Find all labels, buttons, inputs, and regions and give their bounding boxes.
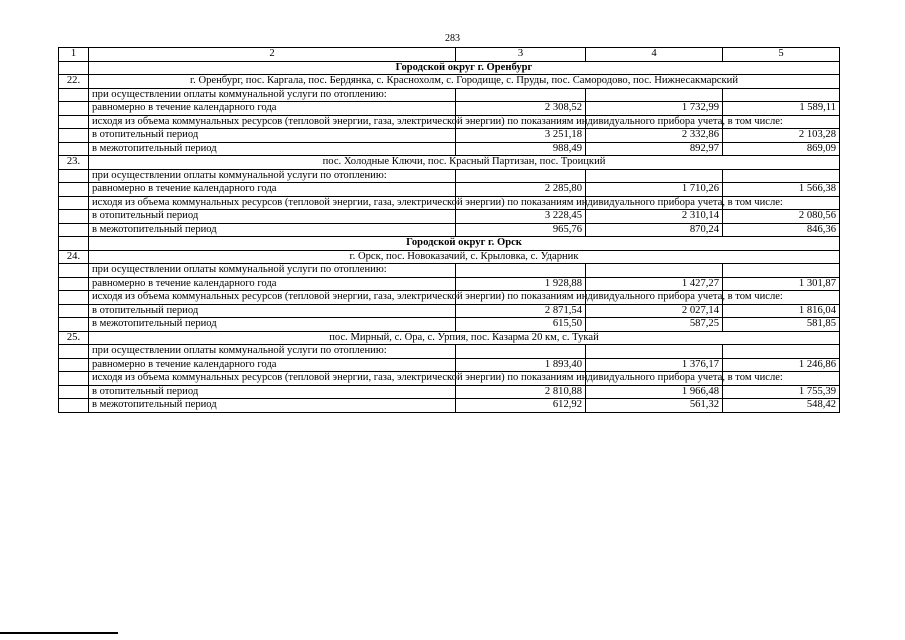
place-row bbox=[59, 250, 840, 264]
empty-cell bbox=[586, 169, 723, 183]
empty-cell bbox=[723, 169, 840, 183]
off-season-value: 870,24 bbox=[586, 223, 723, 237]
off-season-value: 581,85 bbox=[723, 318, 840, 332]
section-row bbox=[59, 237, 840, 251]
off-season-value: 988,49 bbox=[456, 142, 586, 156]
empty-cell bbox=[59, 277, 89, 291]
heating-value: 1 966,48 bbox=[586, 385, 723, 399]
heating-label: в отопительный период bbox=[89, 210, 456, 224]
off-season-value: 587,25 bbox=[586, 318, 723, 332]
uniform-label: равномерно в течение календарного года bbox=[89, 102, 456, 116]
uniform-label: равномерно в течение календарного года bbox=[89, 183, 456, 197]
uniform-value: 1 376,17 bbox=[586, 358, 723, 372]
heating-label: в отопительный период bbox=[89, 304, 456, 318]
heating-value: 1 755,39 bbox=[723, 385, 840, 399]
heating-label: в отопительный период bbox=[89, 129, 456, 143]
empty-cell bbox=[59, 142, 89, 156]
heating-value: 3 251,18 bbox=[456, 129, 586, 143]
off-season-label: в межотопительный период bbox=[89, 142, 456, 156]
off-season-row bbox=[59, 318, 840, 332]
meter-row bbox=[59, 372, 840, 386]
empty-cell bbox=[723, 264, 840, 278]
uniform-value: 1 732,99 bbox=[586, 102, 723, 116]
heating-row bbox=[59, 129, 840, 143]
page-number: 283 bbox=[445, 33, 460, 44]
item-number: 23. bbox=[59, 156, 89, 170]
intro-label: при осуществлении оплаты коммунальной услуги по отоплению: bbox=[89, 345, 456, 359]
heating-value: 2 810,88 bbox=[456, 385, 586, 399]
uniform-value: 1 427,27 bbox=[586, 277, 723, 291]
empty-cell bbox=[59, 196, 89, 210]
empty-cell bbox=[59, 372, 89, 386]
empty-cell bbox=[456, 345, 586, 359]
empty-cell bbox=[59, 102, 89, 116]
heating-value: 1 816,04 bbox=[723, 304, 840, 318]
off-season-value: 965,76 bbox=[456, 223, 586, 237]
item-number: 25. bbox=[59, 331, 89, 345]
empty-cell bbox=[59, 385, 89, 399]
off-season-value: 561,32 bbox=[586, 399, 723, 413]
uniform-row bbox=[59, 358, 840, 372]
place-row bbox=[59, 75, 840, 89]
empty-cell bbox=[586, 88, 723, 102]
empty-cell bbox=[59, 358, 89, 372]
section-num-cell bbox=[59, 237, 89, 251]
empty-cell bbox=[456, 264, 586, 278]
table-body bbox=[59, 48, 840, 413]
empty-cell bbox=[59, 210, 89, 224]
section-title: Городской округ г. Орск bbox=[89, 237, 840, 251]
intro-label: при осуществлении оплаты коммунальной услуги по отоплению: bbox=[89, 88, 456, 102]
tariff-table bbox=[58, 47, 840, 413]
uniform-value: 1 246,86 bbox=[723, 358, 840, 372]
uniform-row bbox=[59, 277, 840, 291]
uniform-label: равномерно в течение календарного года bbox=[89, 277, 456, 291]
off-season-value: 892,97 bbox=[586, 142, 723, 156]
empty-cell bbox=[59, 115, 89, 129]
item-number: 24. bbox=[59, 250, 89, 264]
column-header-row bbox=[59, 48, 840, 62]
meter-label: исходя из объема коммунальных ресурсов (тепловой энергии, газа, электрической энергии) по показаниям индивидуального прибора учета, в том числе: bbox=[89, 372, 456, 386]
empty-cell bbox=[59, 318, 89, 332]
empty-cell bbox=[59, 304, 89, 318]
empty-cell bbox=[586, 345, 723, 359]
off-season-label: в межотопительный период bbox=[89, 399, 456, 413]
heating-value: 2 027,14 bbox=[586, 304, 723, 318]
heating-value: 2 332,86 bbox=[586, 129, 723, 143]
intro-row bbox=[59, 264, 840, 278]
empty-cell bbox=[59, 264, 89, 278]
uniform-value: 2 285,80 bbox=[456, 183, 586, 197]
uniform-row bbox=[59, 102, 840, 116]
bottom-divider bbox=[0, 632, 118, 634]
heating-value: 2 310,14 bbox=[586, 210, 723, 224]
heating-value: 2 080,56 bbox=[723, 210, 840, 224]
off-season-row bbox=[59, 399, 840, 413]
column-header-2: 2 bbox=[89, 48, 456, 62]
column-header-3: 3 bbox=[456, 48, 586, 62]
uniform-value: 1 710,26 bbox=[586, 183, 723, 197]
heating-row bbox=[59, 304, 840, 318]
place-list: г. Орск, пос. Новоказачий, с. Крыловка, с. Ударник bbox=[89, 250, 840, 264]
place-list: пос. Холодные Ключи, пос. Красный Партизан, пос. Троицкий bbox=[89, 156, 840, 170]
off-season-label: в межотопительный период bbox=[89, 223, 456, 237]
off-season-value: 612,92 bbox=[456, 399, 586, 413]
empty-cell bbox=[59, 223, 89, 237]
heating-value: 2 103,28 bbox=[723, 129, 840, 143]
empty-cell bbox=[456, 169, 586, 183]
heating-row bbox=[59, 385, 840, 399]
uniform-value: 1 589,11 bbox=[723, 102, 840, 116]
empty-cell bbox=[456, 88, 586, 102]
empty-cell bbox=[723, 88, 840, 102]
empty-cell bbox=[586, 264, 723, 278]
meter-row bbox=[59, 115, 840, 129]
uniform-row bbox=[59, 183, 840, 197]
meter-label: исходя из объема коммунальных ресурсов (тепловой энергии, газа, электрической энергии) по показаниям индивидуального прибора учета, в том числе: bbox=[89, 115, 456, 129]
uniform-value: 1 301,87 bbox=[723, 277, 840, 291]
meter-row bbox=[59, 291, 840, 305]
empty-cell bbox=[59, 88, 89, 102]
intro-row bbox=[59, 169, 840, 183]
column-header-1: 1 bbox=[59, 48, 89, 62]
place-list: г. Оренбург, пос. Каргала, пос. Бердянка, с. Краснохолм, с. Городище, с. Пруды, пос. Самородово, пос. Нижнесакмарский bbox=[89, 75, 840, 89]
empty-cell bbox=[59, 291, 89, 305]
heating-row bbox=[59, 210, 840, 224]
section-num-cell bbox=[59, 61, 89, 75]
empty-cell bbox=[59, 129, 89, 143]
section-row bbox=[59, 61, 840, 75]
off-season-value: 846,36 bbox=[723, 223, 840, 237]
off-season-value: 869,09 bbox=[723, 142, 840, 156]
off-season-value: 615,50 bbox=[456, 318, 586, 332]
place-list: пос. Мирный, с. Ора, с. Урпия, пос. Казарма 20 км, с. Тукай bbox=[89, 331, 840, 345]
heating-value: 3 228,45 bbox=[456, 210, 586, 224]
empty-cell bbox=[59, 399, 89, 413]
meter-label: исходя из объема коммунальных ресурсов (тепловой энергии, газа, электрической энергии) по показаниям индивидуального прибора учета, в том числе: bbox=[89, 291, 456, 305]
empty-cell bbox=[723, 345, 840, 359]
off-season-row bbox=[59, 142, 840, 156]
heating-label: в отопительный период bbox=[89, 385, 456, 399]
intro-label: при осуществлении оплаты коммунальной услуги по отоплению: bbox=[89, 169, 456, 183]
empty-cell bbox=[59, 345, 89, 359]
column-header-5: 5 bbox=[723, 48, 840, 62]
empty-cell bbox=[59, 183, 89, 197]
column-header-4: 4 bbox=[586, 48, 723, 62]
intro-row bbox=[59, 345, 840, 359]
place-row bbox=[59, 331, 840, 345]
intro-label: при осуществлении оплаты коммунальной услуги по отоплению: bbox=[89, 264, 456, 278]
meter-row bbox=[59, 196, 840, 210]
off-season-label: в межотопительный период bbox=[89, 318, 456, 332]
heating-value: 2 871,54 bbox=[456, 304, 586, 318]
uniform-value: 1 566,38 bbox=[723, 183, 840, 197]
uniform-value: 1 893,40 bbox=[456, 358, 586, 372]
uniform-label: равномерно в течение календарного года bbox=[89, 358, 456, 372]
uniform-value: 1 928,88 bbox=[456, 277, 586, 291]
meter-label: исходя из объема коммунальных ресурсов (тепловой энергии, газа, электрической энергии) по показаниям индивидуального прибора учета, в том числе: bbox=[89, 196, 456, 210]
empty-cell bbox=[59, 169, 89, 183]
item-number: 22. bbox=[59, 75, 89, 89]
place-row bbox=[59, 156, 840, 170]
section-title: Городской округ г. Оренбург bbox=[89, 61, 840, 75]
off-season-value: 548,42 bbox=[723, 399, 840, 413]
intro-row bbox=[59, 88, 840, 102]
uniform-value: 2 308,52 bbox=[456, 102, 586, 116]
off-season-row bbox=[59, 223, 840, 237]
